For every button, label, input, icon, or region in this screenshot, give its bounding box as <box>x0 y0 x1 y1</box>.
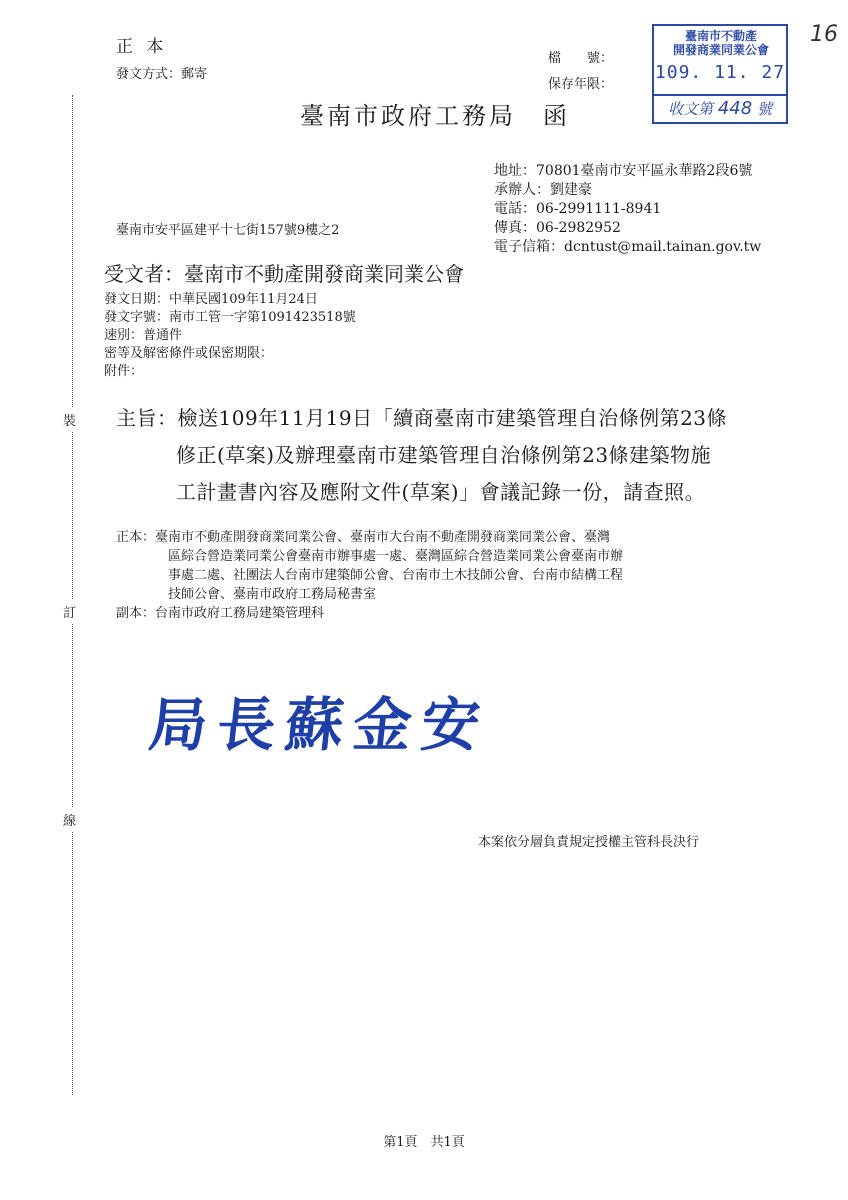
stamp-organization <box>658 29 784 59</box>
binding-dotted-line <box>72 95 73 1095</box>
stamp-recv-no: 448 <box>717 98 753 119</box>
director-signature: 局長蘇金安 <box>145 691 494 759</box>
stamp-receipt-number <box>654 94 786 124</box>
retention-period-label: 保存年限： <box>548 77 614 92</box>
handwritten-page-note: 16 <box>810 22 838 47</box>
stamp-org-line1: 臺南市不動產 <box>684 29 757 43</box>
speed-class: 速別：普通件 <box>104 328 183 343</box>
binding-char-ding: 訂 <box>63 600 76 623</box>
subject-block <box>116 400 727 511</box>
secrecy-level: 密等及解密條件或保密期限： <box>104 346 274 361</box>
sender-address: 地址：70801臺南市安平區永華路2段6號 <box>494 163 753 179</box>
stamp-org-line2: 開發商業同業公會 <box>672 43 769 57</box>
recipient-address: 臺南市安平區建平十七街157號9樓之2 <box>116 223 340 238</box>
stamp-recv-label: 收文第 <box>668 100 714 118</box>
copy-type: 正 本 <box>116 37 168 57</box>
binding-char-zhuang: 裝 <box>63 408 76 431</box>
subject-line-1: 主旨：檢送109年11月19日「續商臺南市建築管理自治條例第23條 <box>116 406 728 430</box>
sender-email: 電子信箱：dcntust@mail.tainan.gov.tw <box>494 239 762 255</box>
document-number: 發文字號：南市工管一字第1091423518號 <box>104 310 356 325</box>
subject-line-2: 修正(草案)及辦理臺南市建築管理自治條例第23條建築物施 <box>176 443 712 467</box>
stamp-recv-suffix: 號 <box>756 100 772 118</box>
document-meta <box>104 291 356 381</box>
receipt-stamp <box>652 24 788 124</box>
subject-line-3: 工計畫書內容及應附文件(草案)」會議記錄一份，請查照。 <box>176 480 706 504</box>
attachment: 附件： <box>104 364 144 379</box>
send-method: 發文方式：郵寄 <box>116 67 208 82</box>
file-number-label: 檔 號： <box>548 51 614 66</box>
sender-contact: 承辦人：劉建豪 <box>494 182 592 198</box>
authority-note: 本案依分層負責規定授權主管科長決行 <box>478 835 700 850</box>
issue-date: 發文日期：中華民國109年11月24日 <box>104 292 318 307</box>
sender-block <box>494 162 761 257</box>
main-recipients-line-4: 技師公會、臺南市政府工務局秘書室 <box>168 587 377 602</box>
binding-char-xian: 線 <box>63 808 76 831</box>
sender-phone: 電話：06-2991111-8941 <box>494 201 662 217</box>
main-recipients-line-2: 區綜合營造業同業公會臺南市辦事處一處、臺灣區綜合營造業同業公會臺南市辦 <box>168 549 624 564</box>
main-recipients-line-3: 事處二處、社團法人台南市建築師公會、台南市土木技師公會、台南市結構工程 <box>168 568 624 583</box>
stamp-date: 109. 11. 27 <box>654 62 786 83</box>
main-recipients-line-1: 正本：臺南市不動產開發商業同業公會、臺南市大台南不動產開發商業同業公會、臺灣 <box>116 530 611 545</box>
copy-recipients: 副本：台南市政府工務局建築管理科 <box>116 606 325 621</box>
document-title: 臺南市政府工務局 函 <box>300 102 570 130</box>
page-footer: 第1頁 共1頁 <box>383 1135 465 1150</box>
recipient: 受文者：臺南市不動產開發商業同業公會 <box>104 262 464 286</box>
distribution-block <box>116 528 623 623</box>
sender-fax: 傳真：06-2982952 <box>494 220 621 236</box>
